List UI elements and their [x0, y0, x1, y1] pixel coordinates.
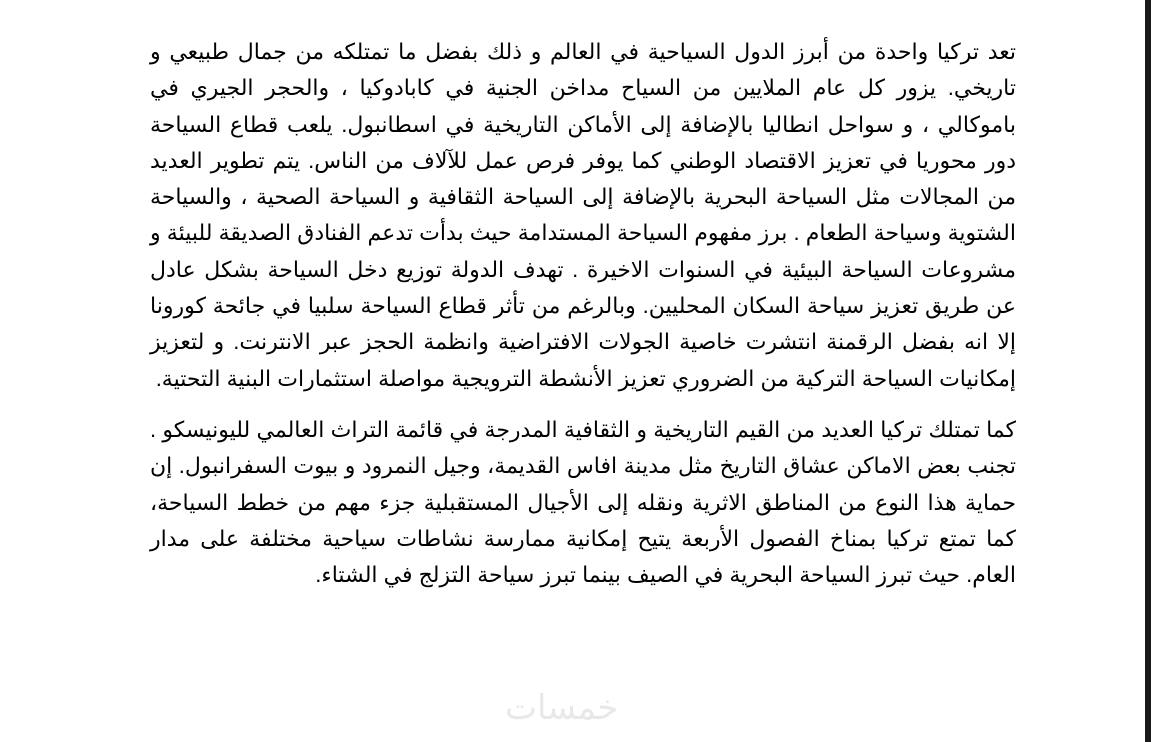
- paragraph-tourism-overview: تعد تركيا واحدة من أبرز الدول السياحية في العالم و ذلك بفضل ما تمتلكه من جمال طبيعي و تاريخي. يزور كل عام الملايين من السياح مداخن الجنية في كابادوكيا ، والحجر الجيري في باموكالي ، و سواحل انطاليا بالإضافة إلى الأماكن التاريخية في اسطانبول. يلعب قطاع السياحة دور محوريا في تعزيز الاقتصاد الوطني كما يوفر فرص عمل للآلاف من الناس. يتم تطوير العديد من المجالات مثل السياحة البحرية بالإضافة إلى السياحة الثقافية و السياحة الصحية ، والسياحة الشتوية وسياحة الطعام . برز مفهوم السياحة المستدامة حيث بدأت تدعم الفنادق الصديقة للبيئة و مشروعات السياحة البيئية في السنوات الاخيرة . تهدف الدولة توزيع دخل السياحة بشكل عادل عن طريق تعزيز سياحة السكان المحليين. وبالرغم من تأثر قطاع السياحة سلبيا في جائحة كورونا إلا انه بفضل الرقمنة انتشرت خاصية الجولات الافتراضية وانظمة الحجز عبر الانترنت. و لتعزيز إمكانيات السياحة التركية من الضروري تعزيز الأنشطة الترويجية مواصلة استثمارات البنية التحتية.: [150, 39, 1016, 391]
- watermark-logo: خمسات: [505, 688, 619, 728]
- paragraph-heritage-climate: كما تمتلك تركيا العديد من القيم التاريخية و الثقافية المدرجة في قائمة التراث العالمي لليونيسكو . تجنب بعض الاماكن عشاق التاريخ مثل مدينة افاس القديمة، وجيل النمرود و بيوت السفرانبول. إن حماية هذا النوع من المناطق الاثرية ونقله إلى الأجيال المستقبلية جزء مهم من خطط السياحة، كما تمتع تركيا بمناخ الفصول الأربعة يتيح إمكانية ممارسة نشاطات سياحية مختلفة على مدار العام. حيث تبرز السياحة البحرية في الصيف بينما تبرز سياحة التزلج في الشتاء.: [150, 416, 1016, 588]
- document-body: [150, 34, 1016, 593]
- window-edge-border: [1145, 0, 1151, 742]
